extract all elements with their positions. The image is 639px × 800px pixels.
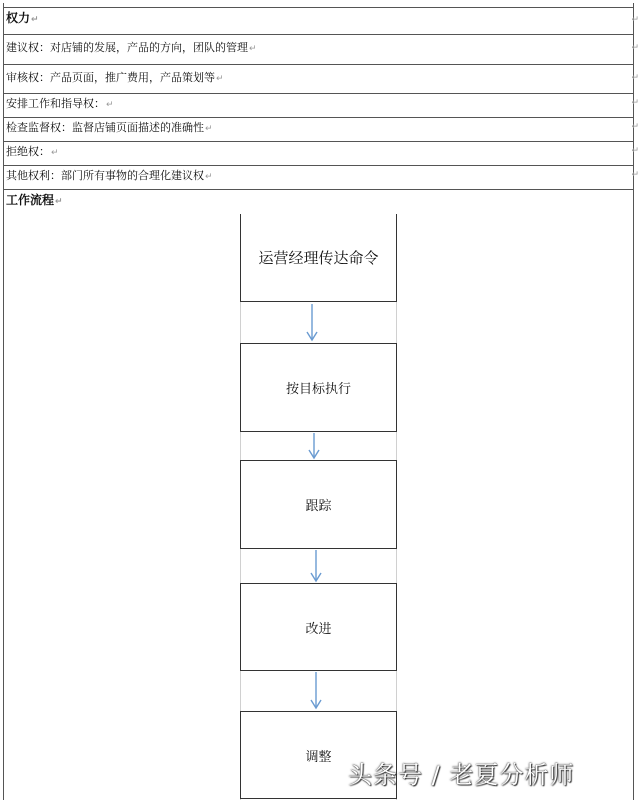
flow-step-label: 按目标执行: [285, 382, 351, 397]
flow-arrow-down-icon: [307, 432, 321, 460]
flow-step-label: 运营经理传达命令: [258, 249, 379, 267]
workflow-heading: 工作流程: [6, 193, 55, 207]
flow-arrow-down-icon: [305, 303, 319, 343]
flow-step-label: 改进: [305, 621, 332, 637]
power-heading: 权力: [6, 11, 31, 25]
flow-arrow-down-icon: [309, 549, 323, 583]
paragraph-mark: ↵: [31, 15, 39, 25]
end-of-row-mark: ↵: [631, 15, 639, 25]
flow-step-track: [240, 460, 397, 549]
flow-step-label: 调整: [305, 749, 332, 765]
end-of-row-mark: ↵: [631, 122, 639, 132]
right-assign: 安排工作和指导权：: [6, 97, 105, 110]
paragraph-mark: ↵: [55, 197, 63, 207]
flow-step-improve: [240, 583, 397, 671]
flow-step-label: 跟踪: [305, 499, 332, 514]
paragraph-mark: ↵: [249, 44, 257, 54]
end-of-row-mark: ↵: [631, 170, 639, 180]
right-suggest: 建议权：对店铺的发展，产品的方向，团队的管理: [6, 41, 248, 54]
end-of-row-mark: ↵: [631, 98, 639, 108]
end-of-row-mark: ↵: [631, 73, 639, 83]
right-other: 其他权利：部门所有事物的合理化建议权: [6, 169, 204, 182]
watermark: 头条号 / 老夏分析师: [348, 761, 575, 789]
paragraph-mark: ↵: [205, 172, 213, 182]
end-of-row-mark: ↵: [631, 43, 639, 53]
right-reject: 拒绝权：: [6, 145, 50, 158]
end-of-row-mark: ↵: [631, 146, 639, 156]
right-inspect: 检查监督权：监督店铺页面描述的准确性: [6, 121, 204, 134]
paragraph-mark: ↵: [205, 124, 213, 134]
paragraph-mark: ↵: [51, 148, 59, 158]
flow-arrow-down-icon: [309, 671, 323, 711]
flow-step-command: [240, 214, 397, 302]
paragraph-mark: ↵: [106, 100, 114, 110]
right-review: 审核权：产品页面，推广费用，产品策划等: [6, 71, 215, 84]
flow-step-execute: [240, 343, 397, 432]
paragraph-mark: ↵: [216, 74, 224, 84]
